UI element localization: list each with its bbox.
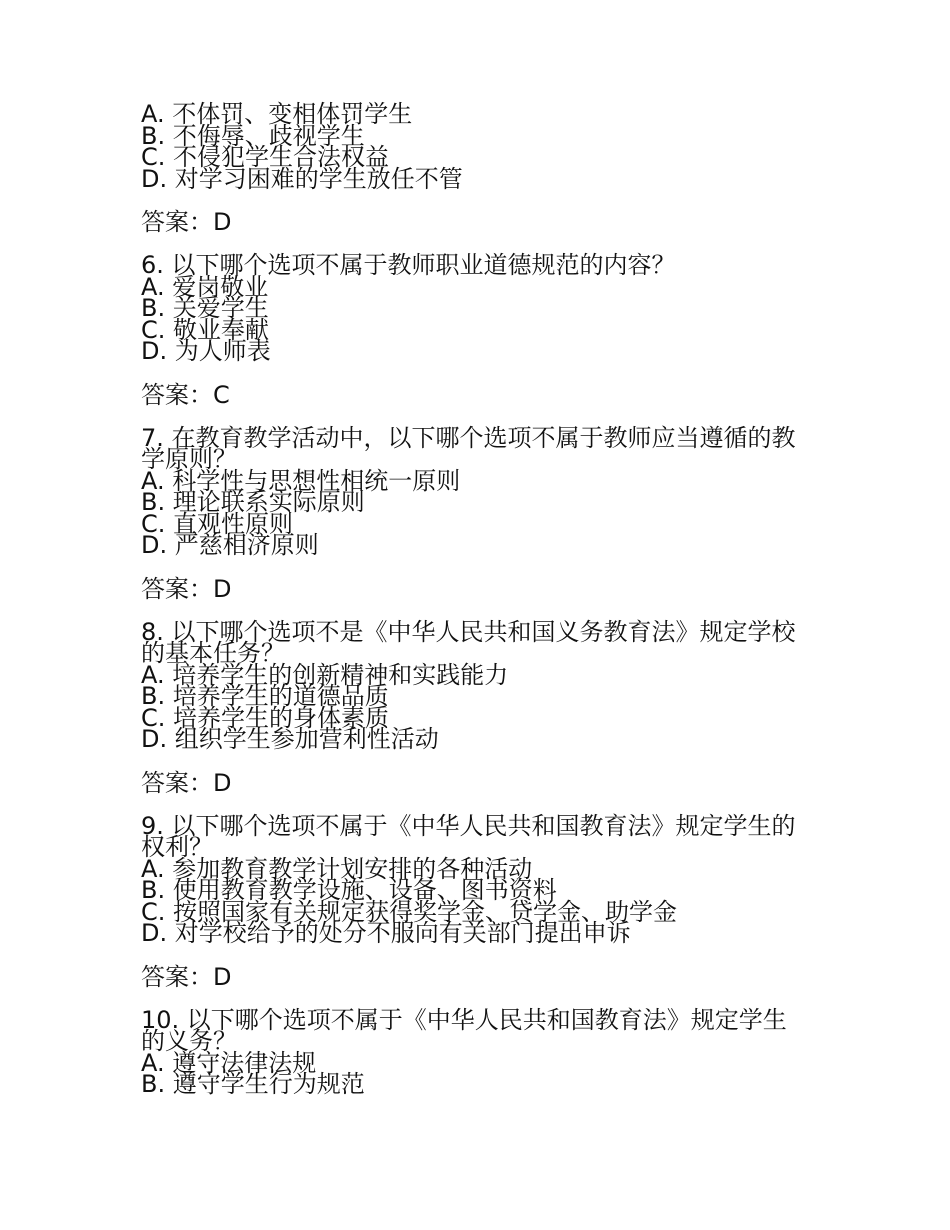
option-b: B. 培养学生的道德品质 — [141, 682, 389, 710]
question-text: 6. 以下哪个选项不属于教师职业道德规范的内容？ — [141, 251, 676, 279]
question-text: 7. 在教育教学活动中，以下哪个选项不属于教师应当遵循的教学原则？ — [141, 423, 796, 473]
option-b: B. 使用教育教学设施、设备、图书资料 — [141, 876, 557, 904]
option-d: D. 为人师表 — [141, 337, 271, 365]
answer: 答案：D — [141, 768, 232, 797]
option-c: C. 培养学生的身体素质 — [141, 703, 390, 732]
option-a: A. 爱岗敬业 — [141, 272, 269, 301]
answer: 答案：C — [141, 380, 230, 409]
question-10-block — [141, 1005, 821, 1098]
option-a: A. 遵守法律法规 — [141, 1048, 317, 1077]
answer: 答案：D — [141, 574, 232, 603]
option-a: A. 不体罚、变相体罚学生 — [141, 100, 413, 128]
question-8-block — [141, 617, 821, 797]
option-a: A. 参加教育教学计划安排的各种活动 — [141, 854, 533, 883]
option-c: C. 按照国家有关规定获得奖学金、贷学金、助学金 — [141, 897, 678, 926]
option-c: C. 敬业奉献 — [141, 315, 270, 344]
option-b: B. 遵守学生行为规范 — [141, 1070, 365, 1098]
option-d: D. 对学习困难的学生放任不管 — [141, 164, 463, 193]
option-c: C. 不侵犯学生合法权益 — [141, 143, 390, 171]
answer: 答案：D — [141, 962, 232, 991]
option-a: A. 科学性与思想性相统一原则 — [141, 466, 461, 495]
document-page — [141, 100, 821, 1098]
question-text: 9. 以下哪个选项不属于《中华人民共和国教育法》规定学生的权利？ — [141, 811, 796, 861]
option-b: B. 不侮辱、歧视学生 — [141, 121, 365, 150]
option-d: D. 严慈相济原则 — [141, 531, 319, 559]
option-b: B. 理论联系实际原则 — [141, 488, 365, 516]
option-c: C. 直观性原则 — [141, 509, 294, 538]
question-7-block — [141, 423, 821, 603]
answer: 答案：D — [141, 208, 232, 236]
question-9-block — [141, 811, 821, 991]
option-d: D. 对学校给予的处分不服向有关部门提出申诉 — [141, 919, 631, 947]
question-text: 8. 以下哪个选项不是《中华人民共和国义务教育法》规定学校的基本任务？ — [141, 617, 796, 667]
question-6-block — [141, 251, 821, 409]
option-a: A. 培养学生的创新精神和实践能力 — [141, 660, 509, 689]
option-b: B. 关爱学生 — [141, 294, 269, 322]
question-text: 10. 以下哪个选项不属于《中华人民共和国教育法》规定学生的义务？ — [141, 1005, 787, 1055]
question-5-block — [141, 100, 821, 236]
option-d: D. 组织学生参加营利性活动 — [141, 725, 439, 753]
